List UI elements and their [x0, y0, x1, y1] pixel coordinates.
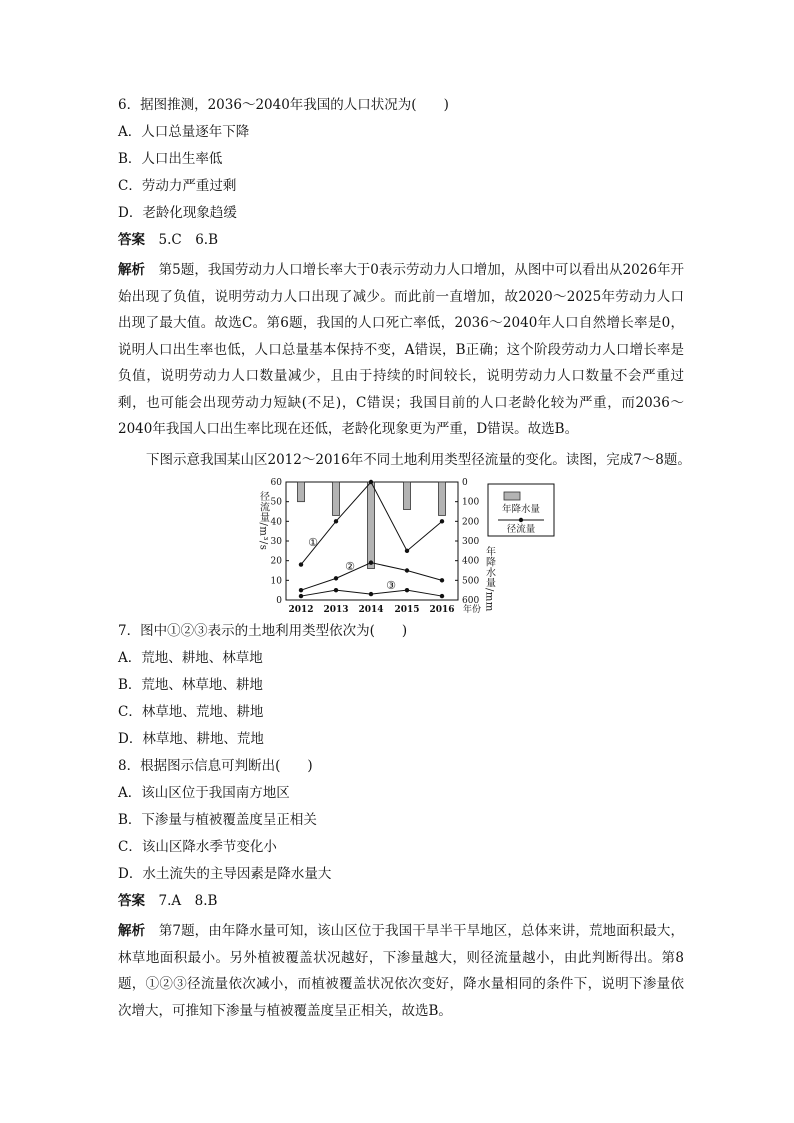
q7-stem: 7．图中①②③表示的土地利用类型依次为( )	[118, 623, 408, 639]
right-tick-label-400: 400	[462, 556, 480, 567]
runoff-point-1-2012	[299, 562, 303, 566]
q7-option-b: B．荒地、林草地、耕地	[118, 677, 263, 693]
answer-7-8	[118, 892, 217, 910]
series-label-3: ③	[386, 579, 396, 592]
right-tick-label-300: 300	[462, 537, 480, 547]
x-tick-label-2014: 2014	[358, 605, 384, 615]
left-tick-label-0: 0	[276, 596, 282, 606]
analysis-label: 解析	[118, 262, 146, 278]
precip-bar-2013	[333, 482, 340, 515]
analysis-7-8	[118, 918, 684, 1024]
legend-line-marker	[519, 518, 523, 522]
right-tick-label-0: 0	[462, 478, 468, 488]
q7-option-d: D．林草地、耕地、荒地	[118, 731, 264, 747]
analysis-text: 第5题，我国劳动力人口增长率大于0表示劳动力人口增加，从图中可以看出从2026年开始出现了负值，说明劳动力人口出现了减少。而此前一直增加，故2020～2025年劳动力人口出现了最大值。故选C。第6题，我国的人口死亡率低，2036～2040年人口自然增长率是0，说明人口出生率也低，人口总量基本保持不变，A错误，B正确；这个阶段劳动力人口增长率是负值，说明劳动力人口数量减少，且由于持续的时间较长，说明劳动力人口数量不会严重过剩，也可能会出现劳动力短缺(不足)，C错误；我国目前的人口老龄化较为严重，而2036～2040年我国人口出生率比现在还低，老龄化现象更为严重，D错误。故选B。	[118, 262, 685, 437]
left-tick-label-30: 30	[270, 537, 282, 547]
right-tick-label-200: 200	[462, 517, 480, 528]
q6-option-c: C．劳动力严重过剩	[118, 178, 237, 194]
left-tick-label-60: 60	[270, 478, 282, 488]
left-tick-label-50: 50	[270, 497, 282, 508]
runoff-point-2-2013	[334, 576, 338, 580]
runoff-point-2-2014	[369, 560, 373, 564]
q6-stem: 6．据图推测，2036～2040年我国的人口状况为( )	[118, 97, 449, 113]
runoff-point-1-2015	[405, 549, 409, 553]
q8-option-c: C．该山区降水季节变化小	[118, 839, 277, 855]
right-tick-label-500: 500	[462, 576, 480, 587]
runoff-point-3-2015	[405, 588, 409, 592]
runoff-point-2-2012	[299, 588, 303, 592]
x-tick-label-2016: 2016	[429, 605, 455, 615]
analysis-text: 第7题，由年降水量可知，该山区位于我国干旱半干旱地区，总体来讲，荒地面积最大，林草地面积最小。另外植被覆盖状况越好，下渗量越大，则径流量越小，由此判断得出。第8题，①②③径流量依次减小，而植被覆盖状况依次变好，降水量相同的条件下，说明下渗量依次增大，可推知下渗量与植被覆盖度呈正相关，故选B。	[118, 923, 685, 1019]
runoff-point-3-2014	[369, 592, 373, 596]
q8-option-a: A．该山区位于我国南方地区	[118, 785, 290, 801]
series-label-2: ②	[345, 560, 355, 573]
runoff-point-2-2016	[440, 578, 444, 582]
legend-line-label: 径流量	[506, 524, 536, 535]
q8-option-d: D．水土流失的主导因素是降水量大	[118, 866, 332, 882]
legend-bar-swatch	[504, 492, 520, 500]
x-tick-label-2012: 2012	[288, 605, 314, 615]
q8-option-b: B．下渗量与植被覆盖度呈正相关	[118, 812, 317, 828]
legend-bar-label: 年降水量	[501, 504, 541, 515]
runoff-point-3-2012	[299, 594, 303, 598]
q8-stem: 8．根据图示信息可判断出( )	[118, 758, 313, 774]
runoff-point-3-2013	[334, 588, 338, 592]
runoff-point-1-2014	[369, 480, 373, 484]
q6-option-b: B．人口出生率低	[118, 151, 223, 167]
q7-option-a: A．荒地、耕地、林草地	[118, 650, 263, 666]
q7-option-c: C．林草地、荒地、耕地	[118, 704, 264, 720]
q6-option-a: A．人口总量逐年下降	[118, 124, 250, 140]
x-axis-label: 年份	[462, 605, 482, 615]
precip-bar-2014	[368, 482, 375, 569]
analysis-label: 解析	[118, 923, 146, 939]
runoff-point-3-2016	[440, 594, 444, 598]
right-tick-label-600: 600	[462, 596, 480, 606]
runoff-point-1-2013	[334, 519, 338, 523]
runoff-point-2-2015	[405, 568, 409, 572]
chart-intro: 下图示意我国某山区2012～2016年不同土地利用类型径流量的变化。读图，完成7～8题。	[146, 452, 691, 468]
left-axis-label: 径流量/m³/s	[257, 491, 269, 551]
answer-label: 答案	[118, 232, 145, 248]
right-axis-label: 年降水量/mm	[483, 546, 495, 612]
answer-text: 7.A 8.B	[158, 893, 218, 909]
precip-bar-2012	[298, 482, 305, 502]
right-tick-label-100: 100	[462, 497, 480, 508]
series-label-1: ①	[308, 536, 318, 549]
precip-bar-2015	[404, 482, 411, 510]
runoff-point-1-2016	[440, 519, 444, 523]
precip-bar-2016	[439, 482, 446, 515]
left-tick-label-10: 10	[270, 576, 282, 587]
x-tick-label-2013: 2013	[323, 605, 349, 615]
left-tick-label-20: 20	[270, 556, 282, 567]
q6-option-d: D．老龄化现象趋缓	[118, 205, 237, 221]
x-tick-label-2015: 2015	[394, 605, 420, 615]
left-tick-label-40: 40	[270, 517, 282, 528]
answer-label: 答案	[118, 893, 145, 909]
answer-text: 5.C 6.B	[158, 232, 219, 248]
